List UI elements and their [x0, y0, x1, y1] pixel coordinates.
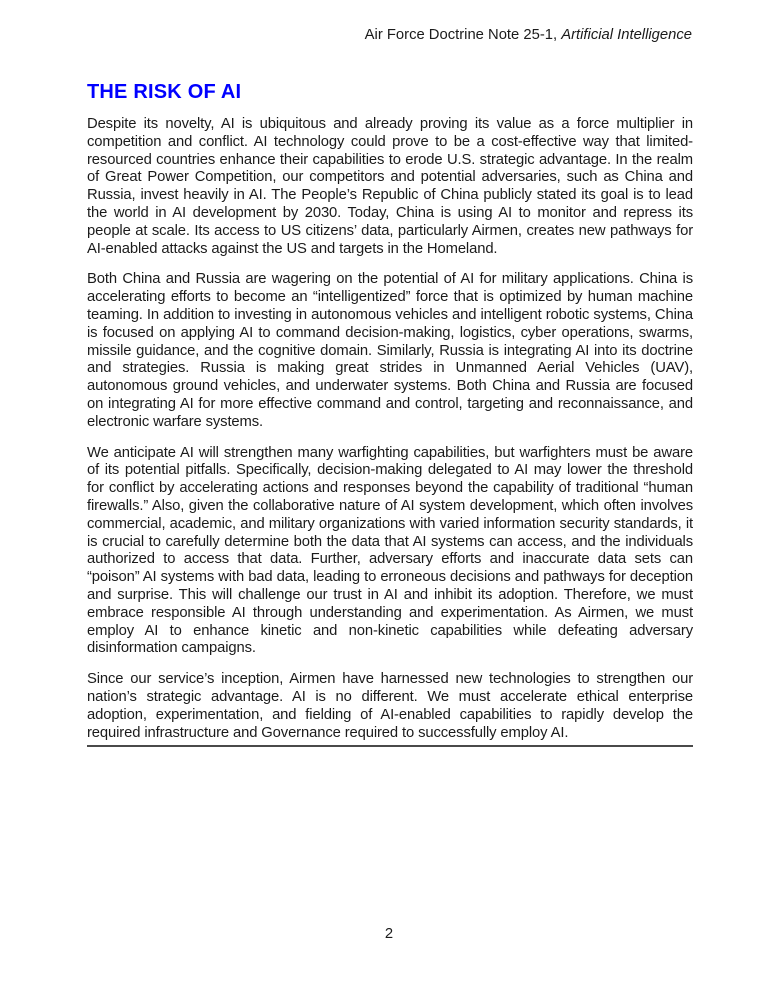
- divider-rule: [87, 745, 693, 747]
- doc-title-italic: Artificial Intelligence: [561, 27, 692, 43]
- page-number: 2: [384, 926, 394, 942]
- body-paragraph-3: We anticipate AI will strengthen many warfighting capabilities, but warfighters must be aware of its potential pitfalls. Specifically, decision-making delegated to AI may lower the threshold for conflict by accelerating actions and responses beyond the capability of traditional “human firewalls.” Also, given the collaborative nature of AI system development, which often involves commercial, academic, and military organizations with varied information security standards, it is crucial to carefully determine both the data that AI systems can access, and the individuals authorized to access that data. Further, adversary efforts and inaccurate data sets can “poison” AI systems with bad data, leading to erroneous decisions and pathways for deception and surprise. This will challenge our trust in AI and inhibit its adoption. Therefore, we must embrace responsible AI through understanding and experimentation. As Airmen, we must employ AI to enhance kinetic and non-kinetic capabilities while defeating adversary disinformation campaigns.: [87, 444, 693, 657]
- page-body: [87, 82, 693, 747]
- body-paragraph-4: Since our service’s inception, Airmen have harnessed new technologies to strengthen our nation’s strategic advantage. AI is no different. We must accelerate ethical enterprise adoption, experimentation, and fielding of AI-enabled capabilities to rapidly develop the required infrastructure and Governance required to successfully employ AI.: [87, 671, 693, 741]
- doc-title: Air Force Doctrine Note 25-1,: [364, 27, 562, 43]
- section-heading: THE RISK OF AI: [87, 81, 242, 103]
- body-paragraph-1: Despite its novelty, AI is ubiquitous and already proving its value as a force multiplier in competition and conflict. AI technology could prove to be a cost-effective way that limited-resourced countries enhance their capabilities to erode U.S. strategic advantage. In the realm of Great Power Competition, our competitors and potential adversaries, such as China and Russia, invest heavily in AI. The People’s Republic of China publicly stated its goal is to lead the world in AI development by 2030. Today, China is using AI to monitor and repress its people at scale. Its access to US citizens’ data, particularly Airmen, creates new pathways for AI-enabled attacks against the US and targets in the Homeland.: [87, 116, 693, 257]
- body-paragraph-2: Both China and Russia are wagering on the potential of AI for military applications. China is accelerating efforts to become an “intelligentized” force that is optimized by human machine teaming. In addition to investing in autonomous vehicles and intelligent robotic systems, China is focused on applying AI to command decision-making, logistics, cyber operations, swarms, missile guidance, and the cognitive domain. Similarly, Russia is integrating AI into its doctrine and strategies. Russia is making great strides in Unmanned Aerial Vehicles (UAV), autonomous ground vehicles, and underwater systems. Both China and Russia are focused on integrating AI for more effective command and control, targeting and reconnaissance, and electronic warfare systems.: [87, 271, 693, 430]
- page-header: [0, 27, 692, 44]
